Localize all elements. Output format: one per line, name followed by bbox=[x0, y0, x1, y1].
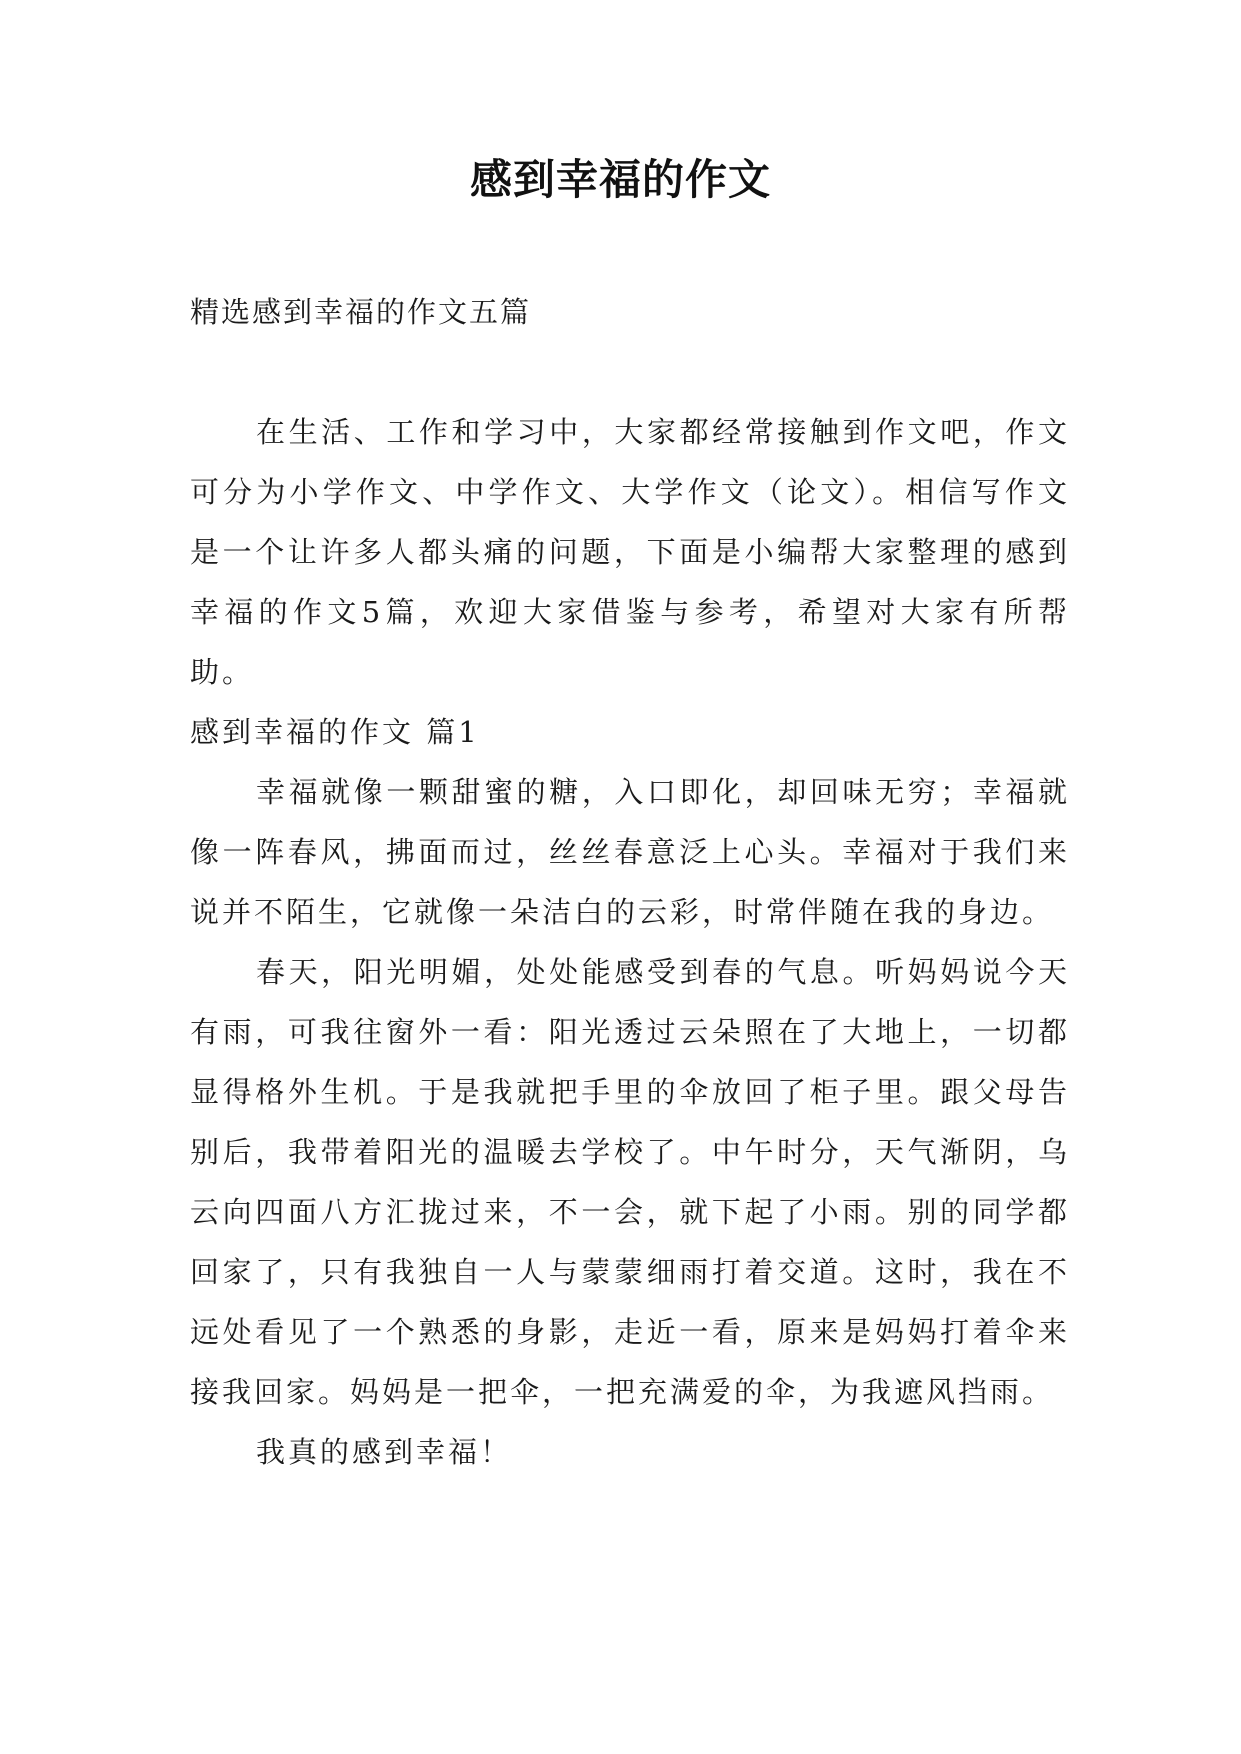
section-heading: 感到幸福的作文 篇1 bbox=[190, 715, 480, 749]
document-body bbox=[190, 402, 1070, 1482]
paragraph-3: 我真的感到幸福！ bbox=[256, 1435, 513, 1469]
paragraph-1: 幸福就像一颗甜蜜的糖，入口即化，却回味无穷；幸福就像一阵春风，拂面而过，丝丝春意泛上心头。幸福对于我们来说并不陌生，它就像一朵洁白的云彩，时常伴随在我的身边。 bbox=[190, 775, 1070, 929]
document-subtitle: 精选感到幸福的作文五篇 bbox=[190, 295, 532, 329]
document-title: 感到幸福的作文 bbox=[469, 155, 771, 204]
paragraph-2: 春天，阳光明媚，处处能感受到春的气息。听妈妈说今天有雨，可我往窗外一看：阳光透过云朵照在了大地上，一切都显得格外生机。于是我就把手里的伞放回了柜子里。跟父母告别后，我带着阳光的温暖去学校了。中午时分，天气渐阴，乌云向四面八方汇拢过来，不一会，就下起了小雨。别的同学都回家了，只有我独自一人与蒙蒙细雨打着交道。这时，我在不远处看见了一个熟悉的身影，走近一看，原来是妈妈打着伞来接我回家。妈妈是一把伞，一把充满爱的伞，为我遮风挡雨。 bbox=[190, 955, 1070, 1409]
intro-paragraph: 在生活、工作和学习中，大家都经常接触到作文吧，作文可分为小学作文、中学作文、大学作文（论文）。相信写作文是一个让许多人都头痛的问题，下面是小编帮大家整理的感到幸福的作文5篇，欢迎大家借鉴与参考，希望对大家有所帮助。 bbox=[190, 415, 1070, 689]
